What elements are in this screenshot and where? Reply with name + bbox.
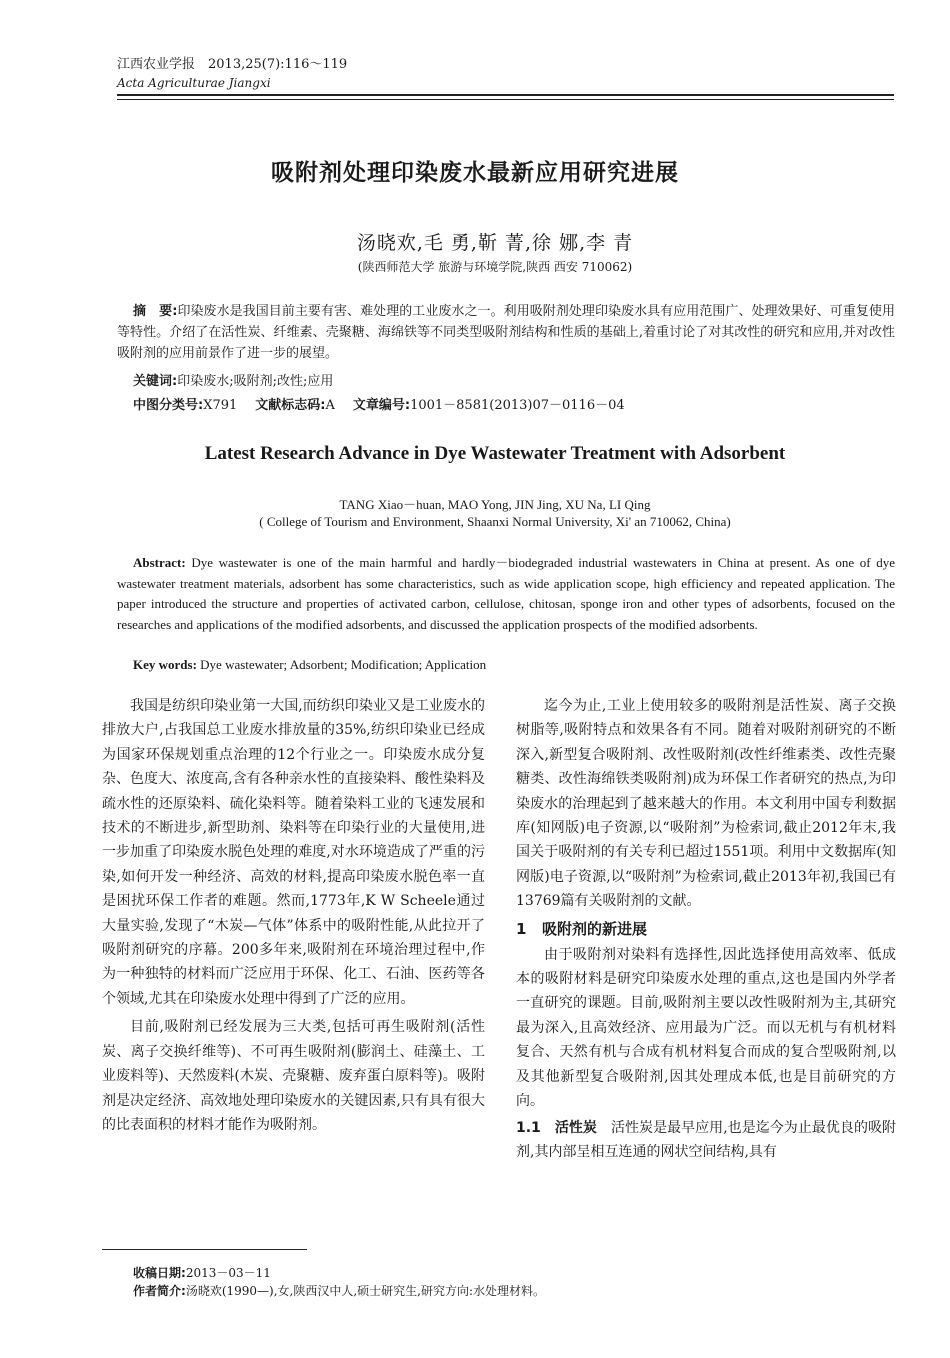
abstract-en (117, 553, 895, 635)
subsection-heading: 1.1 活性炭 (516, 1119, 597, 1136)
authors-en: TANG Xiao－huan, MAO Yong, JIN Jing, XU Na, LI Qing (339, 497, 651, 512)
section-number: 1 (516, 919, 527, 938)
keywords-cn (133, 373, 333, 391)
clc-value: X791 (203, 398, 238, 413)
keywords-cn-label: 关键词: (133, 374, 178, 389)
title-en: Latest Research Advance in Dye Wastewater Treatment with Adsorbent (204, 443, 786, 464)
body-paragraph (516, 1116, 896, 1165)
keywords-en-text: Dye wastewater; Adsorbent; Modification; Application (196, 657, 487, 672)
journal-name-en: Acta Agriculturae Jiangxi (117, 76, 271, 90)
abstract-cn-label: 摘 要: (133, 304, 178, 319)
header-rule (117, 94, 894, 96)
clc-label: 中图分类号: (133, 398, 204, 413)
subsection-text: 活性炭是最早应用,也是迄今为止最优良的吸附剂,其内部呈相互连通的网状空间结构,具有 (516, 1119, 896, 1160)
footnote-received (133, 1265, 271, 1281)
doc-code-value: A (325, 398, 335, 413)
classification-line (133, 397, 625, 415)
keywords-en-label: Key words: (133, 657, 197, 672)
section-title: 吸附剂的新进展 (542, 919, 648, 938)
article-number-label: 文章编号: (352, 398, 411, 413)
author-bio-value: 汤晓欢(1990—),女,陕西汉中人,硕士研究生,研究方向:水处理材料。 (185, 1284, 546, 1298)
body-paragraph: 目前,吸附剂已经发展为三大类,包括可再生吸附剂(活性炭、离子交换纤维等)、不可再生吸附剂(膨润土、硅藻土、工业废料等)、天然废料(木炭、壳聚糖、废弃蛋白原料等)。吸附剂是决定经济、高效地处理印染废水的关键因素,只有具有很大的比表面积的材料才能作为吸附剂。 (102, 1019, 485, 1133)
abstract-en-label: Abstract: (133, 555, 186, 570)
abstract-en-text: Dye wastewater is one of the main harmful and hardly－biodegraded industrial wastewaters in China at present. As one of dye wastewater treatment materials, adsorbent has some characteristics, such as wide application scope, high efficiency and repeated application. The paper introduced the structure and properties of activated carbon, cellulose, chitosan, sponge iron and other types of adsorbents, focused on the researches and applications of the modified adsorbents, and discussed the application prospects of the modified adsorbents. (117, 555, 895, 632)
affiliation-en: ( College of Tourism and Environment, Shaanxi Normal University, Xi' an 710062, China) (259, 514, 731, 529)
keywords-en (133, 656, 486, 674)
doc-code-label: 文献标志码: (255, 398, 326, 413)
received-value: 2013－03－11 (185, 1266, 271, 1280)
title-cn: 吸附剂处理印染废水最新应用研究进展 (271, 160, 679, 186)
body-paragraph: 由于吸附剂对染料有选择性,因此选择使用高效率、低成本的吸附材料是研究印染废水处理的重点,这也是国内外学者一直研究的课题。目前,吸附剂主要以改性吸附剂为主,其研究最为深入,且高效经济、应用最为广泛。而以无机与有机材料复合、天然有机与合成有机材料复合而成的复合型吸附剂,以及其他新型复合吸附剂,因其处理成本低,也是目前研究的方向。 (516, 946, 896, 1110)
abstract-cn-text: 印染废水是我国目前主要有害、难处理的工业废水之一。利用吸附剂处理印染废水具有应用范围广、处理效果好、可重复使用等特性。介绍了在活性炭、纤维素、壳聚糖、海绵铁等不同类型吸附剂结构和性质的基础上,着重讨论了对其改性的研究和应用,并对改性吸附剂的应用前景作了进一步的展望。 (117, 304, 895, 361)
keywords-cn-text: 印染废水;吸附剂;改性;应用 (177, 374, 334, 389)
abstract-cn (117, 301, 895, 364)
authors-cn: 汤晓欢,毛 勇,靳 菁,徐 娜,李 青 (356, 232, 634, 254)
body-column-left (102, 694, 485, 1137)
body-paragraph: 我国是纺织印染业第一大国,而纺织印染业又是工业废水的排放大户,占我国总工业废水排放量的35%,纺织印染业已经成为国家环保规划重点治理的12个行业之一。印染废水成分复杂、色度大、浓度高,含有各种亲水性的直接染料、酸性染料及疏水性的还原染料、硫化染料等。随着染料工业的飞速发展和技术的不断进步,新型助剂、染料等在印染行业的大量使用,进一步加重了印染废水脱色处理的难度,对水环境造成了严重的污染,如何开发一种经济、高效的材料,提高印染废水脱色率一直是困扰环保工作者的难题。然而,1773年,K W Scheele通过大量实验,发现了“木炭—气体”体系中的吸附性能,从此拉开了吸附剂研究的序幕。200多年来,吸附剂在环境治理过程中,作为一种独特的材料而广泛应用于环保、化工、石油、医药等各个领域,尤其在印染废水处理中得到了广泛的应用。 (102, 698, 485, 1007)
received-label: 收稿日期: (133, 1266, 186, 1280)
header-rule-thin (117, 99, 894, 100)
journal-citation: 江西农业学报 2013,25(7):116～119 (117, 57, 348, 72)
footnote-rule (102, 1249, 307, 1250)
affiliation-cn: (陕西师范大学 旅游与环境学院,陕西 西安 710062) (357, 260, 633, 274)
footnote-author (133, 1283, 545, 1299)
body-column-right (516, 694, 896, 1164)
article-number-value: 1001－8581(2013)07－0116－04 (410, 398, 625, 413)
body-paragraph: 迄今为止,工业上使用较多的吸附剂是活性炭、离子交换树脂等,吸附特点和效果各有不同。随着对吸附剂研究的不断深入,新型复合吸附剂、改性吸附剂(改性纤维素类、改性壳聚糖类、改性海绵铁类吸附剂)成为环保工作者研究的热点,为印染废水的治理起到了越来越大的作用。本文利用中国专利数据库(知网版)电子资源,以“吸附剂”为检索词,截止2012年末,我国关于吸附剂的有关专利已超过1551项。利用中文数据库(知网版)电子资源,以“吸附剂”为检索词,截止2013年初,我国已有13769篇有关吸附剂的文献。 (516, 698, 896, 910)
author-bio-label: 作者简介: (133, 1284, 186, 1298)
section-heading (516, 917, 896, 941)
